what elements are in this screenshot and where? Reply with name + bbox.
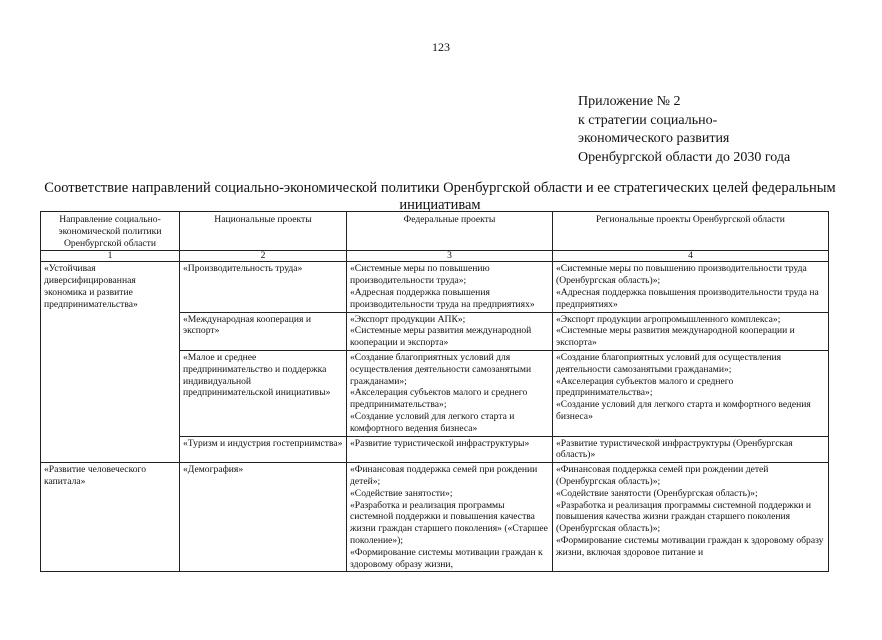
table-row (41, 262, 829, 312)
federal-project: «Адресная поддержка повышения производительности труда на предприятиях» (350, 286, 535, 310)
national-project-cell: «Международная кооперация и экспорт» (180, 312, 347, 350)
column-number-row (41, 251, 829, 262)
federal-project: «Системные меры по повышению производительности труда»; (350, 263, 490, 287)
header-national-projects: Национальные проекты (180, 212, 347, 251)
column-number: 4 (553, 251, 829, 262)
regional-project: «Создание условий для легкого старта и комфортного ведения бизнеса» (556, 399, 811, 422)
national-project-cell: «Малое и среднее предпринимательство и поддержка индивидуальной предпринимательской инициативы» (180, 350, 347, 436)
regional-project: «Создание благоприятных условий для осуществления деятельности самозанятыми гражданами»; (556, 351, 782, 375)
federal-project: «Содействие занятости»; (350, 487, 453, 499)
federal-projects-cell (347, 350, 553, 436)
appendix-line: к стратегии социально- (578, 112, 718, 128)
page-number: 123 (432, 40, 450, 54)
header-federal-projects: Федеральные проекты (347, 212, 553, 251)
header-regional-projects: Региональные проекты Оренбургской области (553, 212, 829, 251)
appendix-line: экономического развития (578, 131, 730, 146)
federal-project: «Экспорт продукции АПК»; (350, 313, 466, 325)
federal-projects-cell (347, 312, 553, 350)
appendix-line: Приложение № 2 (578, 94, 681, 109)
regional-project: «Акселерация субъектов малого и среднего предпринимательства»; (556, 375, 734, 399)
regional-project: «Развитие туристической инфраструктуры (Оренбургская область)» (556, 437, 793, 461)
direction-cell: «Развитие человеческого капитала» (41, 463, 180, 572)
column-number: 2 (180, 251, 347, 262)
projects-table (40, 211, 829, 572)
regional-projects-cell (553, 350, 829, 436)
federal-project: «Разработка и реализация программы системной поддержки и повышения качества жизни граждан старшего поколения» («Старшее поколение»); (350, 499, 548, 546)
column-number: 1 (41, 251, 180, 262)
national-project-cell: «Производительность труда» (180, 262, 347, 312)
direction-cell: «Устойчивая диверсифицированная экономика и развитие предпринимательства» (41, 262, 180, 463)
regional-project: «Адресная поддержка повышения производительности труда на предприятиях» (556, 286, 819, 310)
federal-project: «Развитие туристической инфраструктуры» (350, 437, 530, 449)
federal-projects-cell (347, 436, 553, 463)
header-direction: Направление социально-экономической политики Оренбургской области (41, 212, 180, 251)
federal-project: «Формирование системы мотивации граждан к здоровому образу жизни, (350, 546, 543, 570)
federal-projects-cell (347, 463, 553, 572)
regional-projects-cell (553, 436, 829, 463)
regional-projects-cell (553, 463, 829, 572)
regional-project: «Системные меры развития международной кооперации и экспорта» (556, 325, 795, 349)
appendix-line: Оренбургской области до 2030 года (578, 149, 791, 165)
regional-project: «Формирование системы мотивации граждан к здоровому образу жизни, включая здоровое питание и (556, 534, 824, 558)
appendix-note (578, 93, 790, 167)
regional-project: «Системные меры по повышению производительности труда (Оренбургская область)»; (556, 263, 807, 287)
regional-project: «Финансовая поддержка семей при рождении детей (Оренбургская область)»; (556, 464, 769, 487)
federal-project: «Акселерация субъектов малого и среднего предпринимательства»; (350, 387, 528, 411)
national-project-cell: «Туризм и индустрия гостеприимства» (180, 436, 347, 463)
regional-project: «Содействие занятости (Оренбургская область)»; (556, 487, 758, 499)
regional-projects-cell (553, 312, 829, 350)
table-header-row (41, 212, 829, 251)
federal-project: «Создание благоприятных условий для осуществления деятельности самозанятыми гражданами»; (350, 351, 532, 387)
federal-projects-cell (347, 262, 553, 312)
federal-project: «Создание условий для легкого старта и комфортного ведения бизнеса» (350, 410, 515, 434)
national-project-cell: «Демография» (180, 463, 347, 572)
table-row (41, 463, 829, 572)
document-title: Соответствие направлений социально-экономической политики Оренбургской области и ее стратегических целей федеральным инициативам (44, 180, 836, 213)
federal-project: «Системные меры развития международной кооперации и экспорта» (350, 325, 532, 349)
regional-project: «Экспорт продукции агропромышленного комплекса»; (556, 313, 781, 325)
federal-project: «Финансовая поддержка семей при рождении детей»; (350, 464, 538, 487)
regional-project: «Разработка и реализация программы системной поддержки и повышения качества жизни граждан старшего поколения (Оренбургская область)»; (556, 499, 812, 535)
regional-projects-cell (553, 262, 829, 312)
column-number: 3 (347, 251, 553, 262)
